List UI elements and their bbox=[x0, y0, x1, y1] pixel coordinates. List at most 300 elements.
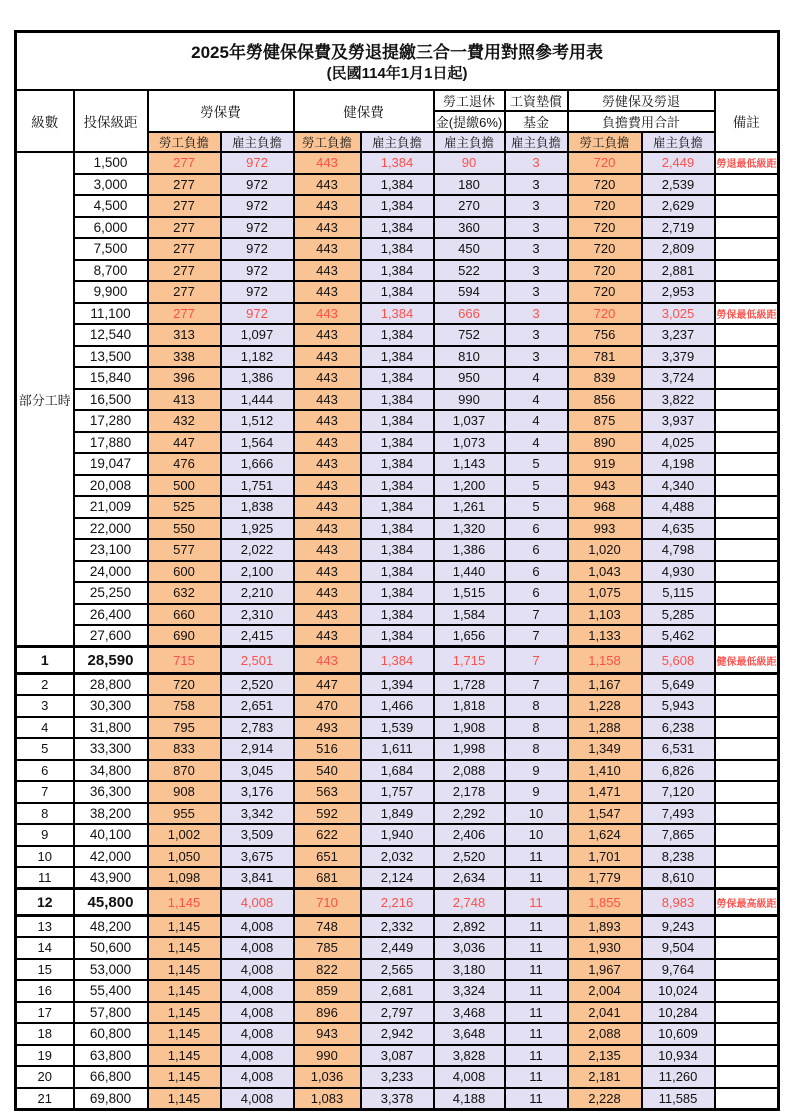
total-employee-cell: 1,855 bbox=[568, 889, 642, 916]
health-employer-cell: 1,384 bbox=[361, 647, 434, 674]
table-row bbox=[16, 1088, 779, 1110]
remark-cell bbox=[715, 824, 779, 846]
bracket-cell: 30,300 bbox=[74, 695, 148, 717]
header-row-1 bbox=[16, 90, 779, 111]
labor-employee-cell: 1,145 bbox=[148, 916, 221, 938]
health-employee-cell: 622 bbox=[294, 824, 361, 846]
bracket-cell: 3,000 bbox=[74, 174, 148, 196]
remark-cell bbox=[715, 803, 779, 825]
remark-cell bbox=[715, 604, 779, 626]
pension-employer-cell: 666 bbox=[434, 303, 505, 325]
health-employee-cell: 443 bbox=[294, 410, 361, 432]
wage-fund-cell: 11 bbox=[505, 1088, 568, 1110]
wage-fund-cell: 11 bbox=[505, 889, 568, 916]
total-employee-cell: 1,624 bbox=[568, 824, 642, 846]
wage-fund-cell: 3 bbox=[505, 260, 568, 282]
wage-fund-cell: 11 bbox=[505, 867, 568, 889]
pension-employer-cell: 3,036 bbox=[434, 937, 505, 959]
header-health-insurance: 健保費 bbox=[294, 90, 434, 132]
health-employer-cell: 1,384 bbox=[361, 217, 434, 239]
table-row bbox=[16, 539, 779, 561]
page-title: 2025年勞健保保費及勞退提繳三合一費用對照參考用表 bbox=[191, 43, 603, 63]
total-employer-cell: 5,285 bbox=[642, 604, 715, 626]
labor-employer-cell: 972 bbox=[221, 238, 294, 260]
pension-employer-cell: 3,648 bbox=[434, 1023, 505, 1045]
level-cell: 12 bbox=[16, 889, 74, 916]
total-employer-cell: 9,764 bbox=[642, 959, 715, 981]
health-employer-cell: 1,757 bbox=[361, 781, 434, 803]
header-pension-line2: 金(提繳6%) bbox=[434, 111, 505, 132]
table-row bbox=[16, 303, 779, 325]
bracket-cell: 31,800 bbox=[74, 717, 148, 739]
header-wage-fund-line1: 工資墊償 bbox=[505, 90, 568, 111]
table-row bbox=[16, 781, 779, 803]
level-cell: 4 bbox=[16, 717, 74, 739]
header-remark: 備註 bbox=[715, 90, 779, 152]
health-employer-cell: 1,384 bbox=[361, 561, 434, 583]
pension-employer-cell: 1,584 bbox=[434, 604, 505, 626]
total-employer-cell: 5,115 bbox=[642, 582, 715, 604]
total-employer-cell: 10,934 bbox=[642, 1045, 715, 1067]
health-employer-cell: 1,384 bbox=[361, 432, 434, 454]
total-employee-cell: 1,471 bbox=[568, 781, 642, 803]
total-employee-cell: 943 bbox=[568, 475, 642, 497]
total-employer-cell: 10,284 bbox=[642, 1002, 715, 1024]
total-employee-cell: 2,041 bbox=[568, 1002, 642, 1024]
health-employer-cell: 1,384 bbox=[361, 410, 434, 432]
total-employee-cell: 1,547 bbox=[568, 803, 642, 825]
health-employer-cell: 1,384 bbox=[361, 260, 434, 282]
table-row bbox=[16, 1045, 779, 1067]
labor-employer-cell: 972 bbox=[221, 195, 294, 217]
health-employee-cell: 540 bbox=[294, 760, 361, 782]
health-employer-cell: 1,384 bbox=[361, 625, 434, 647]
pension-employer-cell: 1,728 bbox=[434, 674, 505, 696]
remark-cell bbox=[715, 1088, 779, 1110]
table-row bbox=[16, 389, 779, 411]
total-employer-cell: 2,719 bbox=[642, 217, 715, 239]
table-row bbox=[16, 647, 779, 674]
pension-employer-cell: 2,634 bbox=[434, 867, 505, 889]
labor-employee-cell: 1,145 bbox=[148, 1088, 221, 1110]
labor-employer-cell: 2,651 bbox=[221, 695, 294, 717]
bracket-cell: 16,500 bbox=[74, 389, 148, 411]
total-employer-cell: 3,937 bbox=[642, 410, 715, 432]
table-row bbox=[16, 625, 779, 647]
wage-fund-cell: 3 bbox=[505, 195, 568, 217]
bracket-cell: 7,500 bbox=[74, 238, 148, 260]
level-cell: 21 bbox=[16, 1088, 74, 1110]
pension-employer-cell: 3,324 bbox=[434, 980, 505, 1002]
table-row bbox=[16, 1066, 779, 1088]
health-employer-cell: 1,539 bbox=[361, 717, 434, 739]
bracket-cell: 20,008 bbox=[74, 475, 148, 497]
labor-employer-cell: 972 bbox=[221, 303, 294, 325]
pension-employer-cell: 1,715 bbox=[434, 647, 505, 674]
total-employer-cell: 5,649 bbox=[642, 674, 715, 696]
wage-fund-cell: 11 bbox=[505, 846, 568, 868]
total-employee-cell: 1,288 bbox=[568, 717, 642, 739]
remark-cell bbox=[715, 867, 779, 889]
total-employer-cell: 3,025 bbox=[642, 303, 715, 325]
labor-employee-cell: 313 bbox=[148, 324, 221, 346]
labor-employer-cell: 1,097 bbox=[221, 324, 294, 346]
header-total-line2: 負擔費用合計 bbox=[568, 111, 715, 132]
pension-employer-cell: 990 bbox=[434, 389, 505, 411]
bracket-cell: 11,100 bbox=[74, 303, 148, 325]
labor-employer-cell: 972 bbox=[221, 174, 294, 196]
remark-cell bbox=[715, 781, 779, 803]
fee-reference-table bbox=[14, 30, 780, 1111]
health-employee-cell: 493 bbox=[294, 717, 361, 739]
header-labor-employee-share: 勞工負擔 bbox=[148, 132, 221, 152]
remark-cell bbox=[715, 717, 779, 739]
labor-employer-cell: 3,675 bbox=[221, 846, 294, 868]
health-employee-cell: 896 bbox=[294, 1002, 361, 1024]
labor-employee-cell: 1,145 bbox=[148, 1023, 221, 1045]
bracket-cell: 36,300 bbox=[74, 781, 148, 803]
labor-employer-cell: 4,008 bbox=[221, 1002, 294, 1024]
remark-cell bbox=[715, 432, 779, 454]
remark-cell bbox=[715, 238, 779, 260]
table-row bbox=[16, 803, 779, 825]
total-employee-cell: 720 bbox=[568, 260, 642, 282]
health-employer-cell: 1,384 bbox=[361, 303, 434, 325]
total-employee-cell: 1,158 bbox=[568, 647, 642, 674]
bracket-cell: 45,800 bbox=[74, 889, 148, 916]
pension-employer-cell: 4,008 bbox=[434, 1066, 505, 1088]
labor-employee-cell: 1,145 bbox=[148, 980, 221, 1002]
table-row bbox=[16, 152, 779, 174]
wage-fund-cell: 10 bbox=[505, 803, 568, 825]
labor-employee-cell: 432 bbox=[148, 410, 221, 432]
total-employer-cell: 3,237 bbox=[642, 324, 715, 346]
page-subtitle: (民國114年1月1日起) bbox=[326, 65, 468, 83]
bracket-cell: 34,800 bbox=[74, 760, 148, 782]
pension-employer-cell: 2,520 bbox=[434, 846, 505, 868]
health-employee-cell: 443 bbox=[294, 475, 361, 497]
pension-employer-cell: 180 bbox=[434, 174, 505, 196]
total-employee-cell: 1,930 bbox=[568, 937, 642, 959]
labor-employer-cell: 2,210 bbox=[221, 582, 294, 604]
bracket-cell: 40,100 bbox=[74, 824, 148, 846]
labor-employer-cell: 1,512 bbox=[221, 410, 294, 432]
wage-fund-cell: 11 bbox=[505, 937, 568, 959]
pension-employer-cell: 3,180 bbox=[434, 959, 505, 981]
wage-fund-cell: 3 bbox=[505, 281, 568, 303]
header-wage-fund-employer-share: 雇主負擔 bbox=[505, 132, 568, 152]
health-employer-cell: 1,384 bbox=[361, 582, 434, 604]
table-row bbox=[16, 346, 779, 368]
labor-employee-cell: 277 bbox=[148, 174, 221, 196]
total-employee-cell: 1,967 bbox=[568, 959, 642, 981]
labor-employer-cell: 1,444 bbox=[221, 389, 294, 411]
bracket-cell: 15,840 bbox=[74, 367, 148, 389]
total-employer-cell: 2,881 bbox=[642, 260, 715, 282]
labor-employee-cell: 870 bbox=[148, 760, 221, 782]
labor-employee-cell: 1,145 bbox=[148, 1066, 221, 1088]
labor-employer-cell: 3,176 bbox=[221, 781, 294, 803]
table-row bbox=[16, 367, 779, 389]
bracket-cell: 6,000 bbox=[74, 217, 148, 239]
labor-employer-cell: 4,008 bbox=[221, 1066, 294, 1088]
table-row bbox=[16, 760, 779, 782]
table-row bbox=[16, 867, 779, 889]
remark-cell bbox=[715, 217, 779, 239]
health-employee-cell: 859 bbox=[294, 980, 361, 1002]
table-row bbox=[16, 980, 779, 1002]
header-total-employee-share: 勞工負擔 bbox=[568, 132, 642, 152]
labor-employee-cell: 1,098 bbox=[148, 867, 221, 889]
health-employer-cell: 1,384 bbox=[361, 346, 434, 368]
total-employer-cell: 7,120 bbox=[642, 781, 715, 803]
total-employee-cell: 839 bbox=[568, 367, 642, 389]
title-row bbox=[16, 32, 779, 91]
health-employee-cell: 443 bbox=[294, 647, 361, 674]
remark-cell bbox=[715, 539, 779, 561]
bracket-cell: 23,100 bbox=[74, 539, 148, 561]
total-employer-cell: 2,809 bbox=[642, 238, 715, 260]
total-employer-cell: 3,822 bbox=[642, 389, 715, 411]
health-employee-cell: 822 bbox=[294, 959, 361, 981]
bracket-cell: 55,400 bbox=[74, 980, 148, 1002]
total-employee-cell: 890 bbox=[568, 432, 642, 454]
total-employer-cell: 3,724 bbox=[642, 367, 715, 389]
labor-employee-cell: 1,145 bbox=[148, 959, 221, 981]
total-employee-cell: 2,228 bbox=[568, 1088, 642, 1110]
labor-employer-cell: 2,783 bbox=[221, 717, 294, 739]
health-employer-cell: 1,384 bbox=[361, 475, 434, 497]
table-row bbox=[16, 916, 779, 938]
total-employee-cell: 1,043 bbox=[568, 561, 642, 583]
total-employee-cell: 1,779 bbox=[568, 867, 642, 889]
pension-employer-cell: 2,748 bbox=[434, 889, 505, 916]
total-employer-cell: 2,449 bbox=[642, 152, 715, 174]
health-employer-cell: 2,124 bbox=[361, 867, 434, 889]
table-title-block bbox=[16, 32, 779, 91]
health-employee-cell: 651 bbox=[294, 846, 361, 868]
level-cell: 11 bbox=[16, 867, 74, 889]
table-row bbox=[16, 738, 779, 760]
bracket-cell: 28,800 bbox=[74, 674, 148, 696]
level-cell: 6 bbox=[16, 760, 74, 782]
health-employer-cell: 2,942 bbox=[361, 1023, 434, 1045]
total-employee-cell: 1,893 bbox=[568, 916, 642, 938]
level-cell: 18 bbox=[16, 1023, 74, 1045]
labor-employer-cell: 4,008 bbox=[221, 1088, 294, 1110]
remark-cell: 勞保最低級距 bbox=[715, 303, 779, 325]
wage-fund-cell: 7 bbox=[505, 604, 568, 626]
health-employer-cell: 3,233 bbox=[361, 1066, 434, 1088]
remark-cell bbox=[715, 561, 779, 583]
pension-employer-cell: 2,892 bbox=[434, 916, 505, 938]
health-employer-cell: 1,384 bbox=[361, 518, 434, 540]
health-employee-cell: 443 bbox=[294, 260, 361, 282]
wage-fund-cell: 6 bbox=[505, 518, 568, 540]
wage-fund-cell: 11 bbox=[505, 1023, 568, 1045]
pension-employer-cell: 1,143 bbox=[434, 453, 505, 475]
health-employer-cell: 1,384 bbox=[361, 389, 434, 411]
table-row bbox=[16, 604, 779, 626]
labor-employee-cell: 908 bbox=[148, 781, 221, 803]
wage-fund-cell: 5 bbox=[505, 475, 568, 497]
labor-employer-cell: 2,501 bbox=[221, 647, 294, 674]
health-employee-cell: 563 bbox=[294, 781, 361, 803]
labor-employee-cell: 1,002 bbox=[148, 824, 221, 846]
bracket-cell: 43,900 bbox=[74, 867, 148, 889]
labor-employer-cell: 2,914 bbox=[221, 738, 294, 760]
level-cell: 14 bbox=[16, 937, 74, 959]
level-cell: 1 bbox=[16, 647, 74, 674]
labor-employee-cell: 690 bbox=[148, 625, 221, 647]
level-cell: 2 bbox=[16, 674, 74, 696]
health-employer-cell: 3,378 bbox=[361, 1088, 434, 1110]
wage-fund-cell: 6 bbox=[505, 582, 568, 604]
labor-employer-cell: 4,008 bbox=[221, 889, 294, 916]
total-employer-cell: 7,865 bbox=[642, 824, 715, 846]
wage-fund-cell: 3 bbox=[505, 238, 568, 260]
total-employee-cell: 1,103 bbox=[568, 604, 642, 626]
bracket-cell: 12,540 bbox=[74, 324, 148, 346]
wage-fund-cell: 6 bbox=[505, 561, 568, 583]
pension-employer-cell: 594 bbox=[434, 281, 505, 303]
remark-cell bbox=[715, 959, 779, 981]
bracket-cell: 13,500 bbox=[74, 346, 148, 368]
labor-employee-cell: 833 bbox=[148, 738, 221, 760]
health-employee-cell: 516 bbox=[294, 738, 361, 760]
pension-employer-cell: 90 bbox=[434, 152, 505, 174]
health-employee-cell: 443 bbox=[294, 389, 361, 411]
total-employee-cell: 756 bbox=[568, 324, 642, 346]
health-employer-cell: 1,384 bbox=[361, 152, 434, 174]
bracket-cell: 42,000 bbox=[74, 846, 148, 868]
wage-fund-cell: 5 bbox=[505, 496, 568, 518]
health-employee-cell: 785 bbox=[294, 937, 361, 959]
remark-cell bbox=[715, 760, 779, 782]
health-employer-cell: 2,797 bbox=[361, 1002, 434, 1024]
health-employer-cell: 2,332 bbox=[361, 916, 434, 938]
total-employer-cell: 8,983 bbox=[642, 889, 715, 916]
total-employer-cell: 11,585 bbox=[642, 1088, 715, 1110]
health-employer-cell: 2,216 bbox=[361, 889, 434, 916]
table-row bbox=[16, 695, 779, 717]
table-row bbox=[16, 217, 779, 239]
labor-employer-cell: 4,008 bbox=[221, 959, 294, 981]
health-employee-cell: 443 bbox=[294, 195, 361, 217]
health-employer-cell: 1,384 bbox=[361, 195, 434, 217]
level-cell: 19 bbox=[16, 1045, 74, 1067]
pension-employer-cell: 2,088 bbox=[434, 760, 505, 782]
pension-employer-cell: 2,178 bbox=[434, 781, 505, 803]
health-employee-cell: 443 bbox=[294, 217, 361, 239]
total-employee-cell: 2,135 bbox=[568, 1045, 642, 1067]
health-employee-cell: 710 bbox=[294, 889, 361, 916]
labor-employer-cell: 3,841 bbox=[221, 867, 294, 889]
bracket-cell: 53,000 bbox=[74, 959, 148, 981]
total-employer-cell: 2,539 bbox=[642, 174, 715, 196]
labor-employee-cell: 660 bbox=[148, 604, 221, 626]
remark-cell bbox=[715, 324, 779, 346]
health-employee-cell: 943 bbox=[294, 1023, 361, 1045]
bracket-cell: 38,200 bbox=[74, 803, 148, 825]
health-employee-cell: 443 bbox=[294, 152, 361, 174]
pension-employer-cell: 3,468 bbox=[434, 1002, 505, 1024]
level-cell: 10 bbox=[16, 846, 74, 868]
total-employer-cell: 4,340 bbox=[642, 475, 715, 497]
remark-cell bbox=[715, 195, 779, 217]
health-employer-cell: 3,087 bbox=[361, 1045, 434, 1067]
table-row bbox=[16, 518, 779, 540]
header-level: 級數 bbox=[16, 90, 74, 152]
table-row bbox=[16, 324, 779, 346]
table-row bbox=[16, 937, 779, 959]
wage-fund-cell: 11 bbox=[505, 1045, 568, 1067]
pension-employer-cell: 1,656 bbox=[434, 625, 505, 647]
labor-employee-cell: 277 bbox=[148, 195, 221, 217]
table-row bbox=[16, 889, 779, 916]
health-employee-cell: 443 bbox=[294, 496, 361, 518]
health-employer-cell: 1,940 bbox=[361, 824, 434, 846]
health-employee-cell: 443 bbox=[294, 281, 361, 303]
table-row bbox=[16, 1023, 779, 1045]
header-health-employee-share: 勞工負擔 bbox=[294, 132, 361, 152]
pension-employer-cell: 1,037 bbox=[434, 410, 505, 432]
bracket-cell: 48,200 bbox=[74, 916, 148, 938]
pension-employer-cell: 2,406 bbox=[434, 824, 505, 846]
bracket-cell: 25,250 bbox=[74, 582, 148, 604]
labor-employee-cell: 277 bbox=[148, 281, 221, 303]
health-employer-cell: 1,384 bbox=[361, 324, 434, 346]
pension-employer-cell: 2,292 bbox=[434, 803, 505, 825]
remark-cell bbox=[715, 346, 779, 368]
total-employee-cell: 720 bbox=[568, 217, 642, 239]
level-cell: 3 bbox=[16, 695, 74, 717]
labor-employer-cell: 4,008 bbox=[221, 916, 294, 938]
bracket-cell: 33,300 bbox=[74, 738, 148, 760]
labor-employer-cell: 1,666 bbox=[221, 453, 294, 475]
health-employee-cell: 990 bbox=[294, 1045, 361, 1067]
total-employee-cell: 1,133 bbox=[568, 625, 642, 647]
table-row bbox=[16, 582, 779, 604]
labor-employee-cell: 758 bbox=[148, 695, 221, 717]
health-employer-cell: 1,384 bbox=[361, 453, 434, 475]
total-employer-cell: 5,462 bbox=[642, 625, 715, 647]
wage-fund-cell: 3 bbox=[505, 217, 568, 239]
total-employee-cell: 781 bbox=[568, 346, 642, 368]
level-cell: 7 bbox=[16, 781, 74, 803]
labor-employee-cell: 1,145 bbox=[148, 937, 221, 959]
wage-fund-cell: 4 bbox=[505, 367, 568, 389]
total-employer-cell: 4,198 bbox=[642, 453, 715, 475]
bracket-cell: 57,800 bbox=[74, 1002, 148, 1024]
bracket-cell: 66,800 bbox=[74, 1066, 148, 1088]
table-row bbox=[16, 674, 779, 696]
pension-employer-cell: 1,440 bbox=[434, 561, 505, 583]
labor-employer-cell: 1,182 bbox=[221, 346, 294, 368]
remark-cell bbox=[715, 518, 779, 540]
remark-cell bbox=[715, 980, 779, 1002]
table-row bbox=[16, 410, 779, 432]
labor-employee-cell: 525 bbox=[148, 496, 221, 518]
health-employer-cell: 1,384 bbox=[361, 604, 434, 626]
labor-employer-cell: 1,564 bbox=[221, 432, 294, 454]
health-employee-cell: 681 bbox=[294, 867, 361, 889]
total-employee-cell: 1,167 bbox=[568, 674, 642, 696]
table-row bbox=[16, 432, 779, 454]
total-employee-cell: 720 bbox=[568, 303, 642, 325]
pension-employer-cell: 1,818 bbox=[434, 695, 505, 717]
health-employee-cell: 748 bbox=[294, 916, 361, 938]
